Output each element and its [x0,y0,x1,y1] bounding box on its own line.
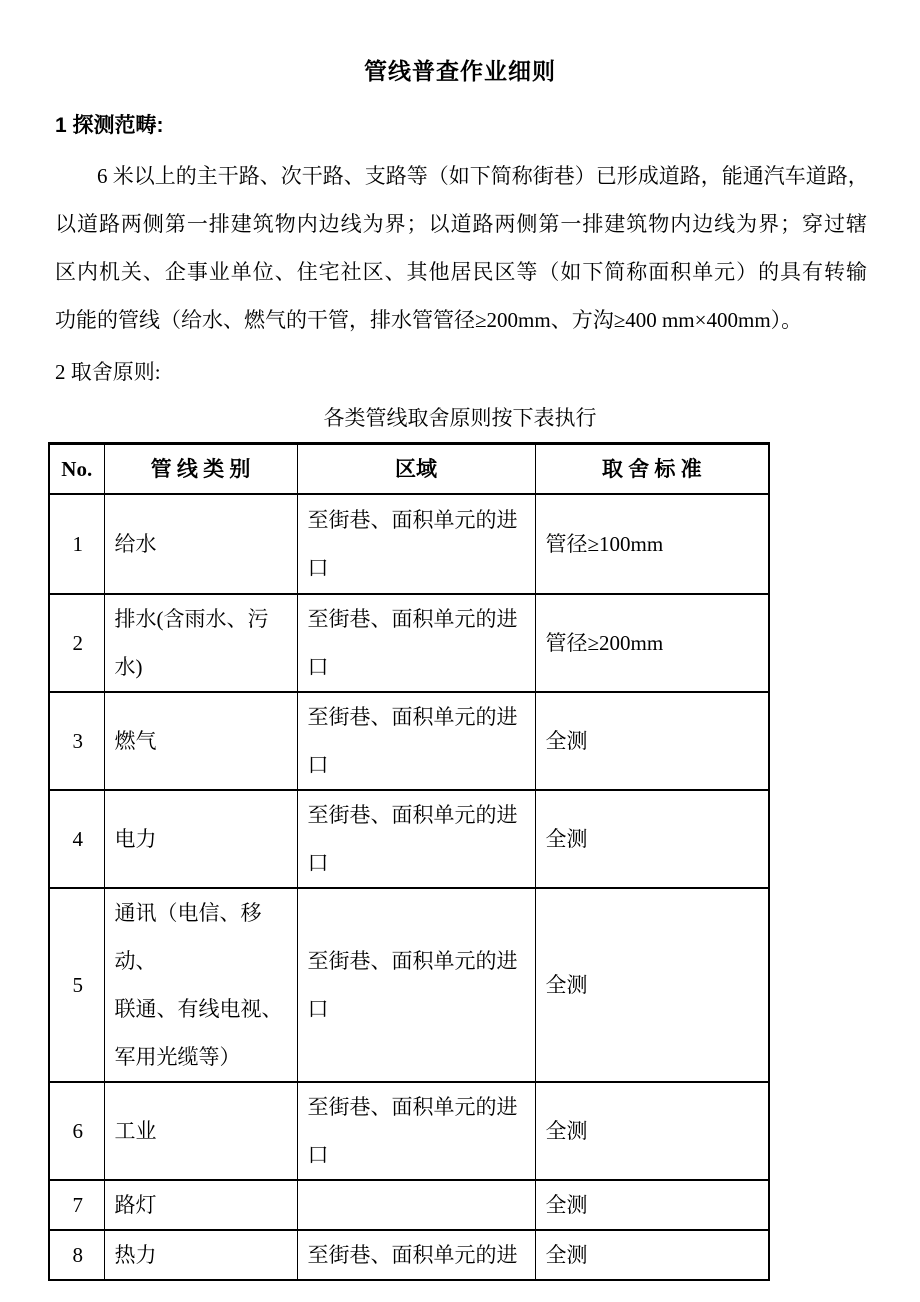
cell-standard: 管径≥100mm [535,494,769,594]
region-line: 至街巷、面积单元的进 [307,1095,518,1119]
table-row [49,790,769,888]
cell-region [297,692,535,790]
cell-category [104,594,297,692]
cell-standard: 管径≥200mm [535,594,769,692]
table-row [49,888,769,1082]
cell-category [104,1082,297,1180]
category-line: 热力 [114,1243,157,1267]
section-1-heading: 1 探测范畴: [55,114,164,137]
cell-category [104,692,297,790]
cell-region [297,888,535,1082]
category-line: 通讯（电信、移动、 [114,901,262,973]
table-row [49,494,769,594]
category-line: 给水 [114,532,157,556]
column-header-region: 区域 [297,444,535,495]
table-row [49,594,769,692]
region-line: 至街巷、面积单元的进 [307,508,518,532]
region-line: 至街巷、面积单元的进 [307,949,518,973]
paragraph-line: 以道路两侧第一排建筑物内边线为界；以道路两侧第一排建筑物内边线为界；穿过辖 [55,212,867,236]
page-title: 管线普查作业细则 [364,58,556,84]
cell-region [297,1180,535,1230]
cell-no: 8 [49,1230,104,1280]
paragraph-line: 6 米以上的主干路、次干路、支路等（如下简称街巷）已形成道路，能通汽车道路， [97,164,869,188]
cell-standard: 全测 [535,888,769,1082]
cell-no: 1 [49,494,104,594]
cell-category [104,494,297,594]
cell-category [104,1180,297,1230]
category-line: 排水(含雨水、污水) [114,607,269,679]
cell-standard: 全测 [535,692,769,790]
column-header-standard: 取 舍 标 准 [535,444,769,495]
region-line: 口 [307,997,329,1021]
cell-region [297,790,535,888]
table-row [49,1230,769,1280]
table-row [49,692,769,790]
cell-region [297,1082,535,1180]
cell-standard: 全测 [535,1180,769,1230]
table-header-row [49,444,769,495]
region-line: 口 [307,556,329,580]
cell-region [297,594,535,692]
cell-no: 7 [49,1180,104,1230]
region-line: 至街巷、面积单元的进 [307,803,518,827]
cell-region [297,494,535,594]
region-line: 口 [307,851,329,875]
region-line: 至街巷、面积单元的进 [307,705,518,729]
cell-region [297,1230,535,1280]
cell-standard: 全测 [535,790,769,888]
column-header-category: 管 线 类 别 [104,444,297,495]
category-line: 军用光缆等） [114,1045,241,1069]
category-line: 联通、有线电视、 [114,997,283,1021]
section-2-heading: 2 取舍原则: [55,360,161,384]
scope-paragraph [0,152,920,344]
paragraph-line: 功能的管线（给水、燃气的干管，排水管管径≥200mm、方沟≥400 mm×400mm）。 [55,308,803,332]
cell-no: 4 [49,790,104,888]
cell-no: 5 [49,888,104,1082]
region-line: 口 [307,753,329,777]
table-row [49,1082,769,1180]
cell-standard: 全测 [535,1230,769,1280]
table-caption: 各类管线取舍原则按下表执行 [323,406,597,430]
category-line: 燃气 [114,729,157,753]
category-line: 路灯 [114,1193,157,1217]
cell-no: 6 [49,1082,104,1180]
paragraph-line: 区内机关、企事业单位、住宅社区、其他居民区等（如下简称面积单元）的具有转输 [55,260,867,284]
region-line: 至街巷、面积单元的进 [307,607,518,631]
cell-no: 3 [49,692,104,790]
region-line: 至街巷、面积单元的进 [307,1243,518,1267]
cell-category [104,790,297,888]
table-row [49,1180,769,1230]
pipeline-selection-table [48,442,770,1281]
category-line: 工业 [114,1119,157,1143]
region-line: 口 [307,655,329,679]
column-header-no: No. [49,444,104,495]
cell-category [104,888,297,1082]
cell-standard: 全测 [535,1082,769,1180]
category-line: 电力 [114,827,157,851]
cell-category [104,1230,297,1280]
cell-no: 2 [49,594,104,692]
region-line: 口 [307,1143,329,1167]
